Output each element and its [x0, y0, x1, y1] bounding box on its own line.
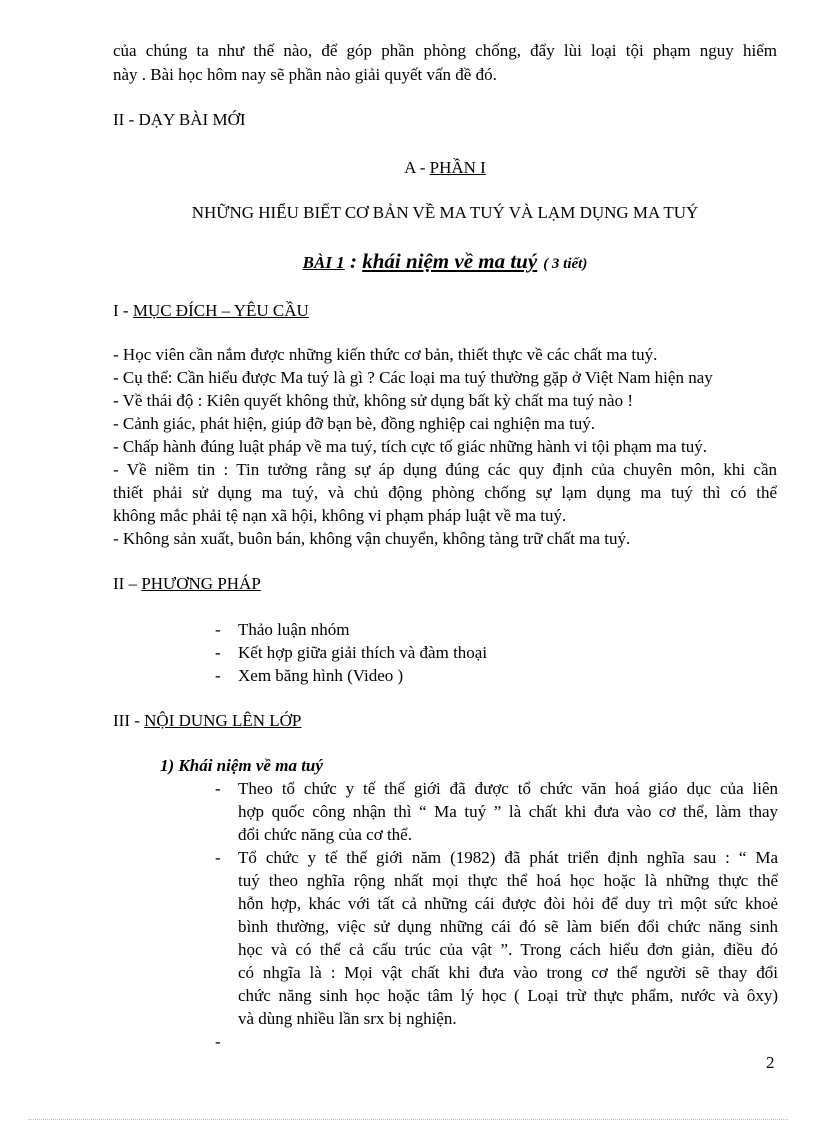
content-heading: [113, 709, 301, 732]
content-subheading: 1) Khái niệm về ma tuý: [160, 756, 323, 775]
intro-line-1: của chúng ta như thế nào, để góp phần phòng chống, đẩy lùi loại tội phạm nguy hiểm: [113, 41, 777, 60]
method-heading-label: PHƯƠNG PHÁP: [141, 574, 261, 593]
paragraph-line: Theo tổ chức y tế thế giới đã được tổ chức văn hoá giáo dục của liên: [238, 779, 778, 798]
definition-paragraph-1: [238, 777, 778, 846]
lesson-title: [113, 246, 777, 279]
list-bullet-dash-empty: -: [215, 1032, 221, 1051]
paragraph-line: đổi chức năng của cơ thể.: [238, 825, 412, 844]
paragraph-line: và dùng nhiều lần srx bị nghiện.: [238, 1009, 457, 1028]
goal-line: - Chấp hành đúng luật pháp về ma tuý, tích cực tố giác những hành vi tội phạm ma tuý.: [113, 437, 707, 456]
part-prefix: A -: [404, 158, 430, 177]
paragraph-line: có nhgĩa là : Mọi vật chất khi đưa vào trong cơ thể người sẽ thay đổi: [238, 963, 778, 982]
page-number: 2: [766, 1053, 775, 1072]
lesson-colon: :: [344, 249, 363, 273]
page-bottom-divider: [28, 1119, 788, 1120]
lesson-number: BÀI 1: [302, 253, 345, 272]
method-item: Xem băng hình (Video ): [238, 666, 404, 685]
method-item: Thảo luận nhóm: [238, 620, 350, 639]
part-heading: [113, 156, 777, 179]
goals-heading: [113, 299, 309, 322]
goals-prefix: I -: [113, 301, 133, 320]
paragraph-line: hợp quốc công nhận thì “ Ma tuý ” là chất khi đưa vào cơ thể, làm thay: [238, 802, 778, 821]
goal-line: - Về niềm tin : Tin tưởng rằng sự áp dụng đúng các quy định của chuyên môn, khi cần: [113, 460, 777, 479]
goal-line: - Cảnh giác, phát hiện, giúp đỡ bạn bè, đồng nghiệp cai nghiện ma tuý.: [113, 414, 596, 433]
intro-line-2: này . Bài học hôm nay sẽ phần nào giải quyết vấn đề đó.: [113, 65, 497, 84]
method-prefix: II –: [113, 574, 142, 593]
goal-line: thiết phải sử dụng ma tuý, và chủ động phòng chống sự lạm dụng ma tuý thì có thể: [113, 483, 777, 502]
goal-line: - Cụ thể: Cần hiểu được Ma tuý là gì ? Các loại ma tuý thường gặp ở Việt Nam hiện nay: [113, 368, 713, 387]
method-item: Kết hợp giữa giải thích và đàm thoại: [238, 643, 488, 662]
list-bullet-dash: -: [215, 666, 221, 685]
goal-line: không mắc phải tệ nạn xã hội, không vi phạm pháp luật về ma tuý.: [113, 506, 567, 525]
paragraph-line: bình thường, việc sử dụng những cái đó sẽ làm biến đổi chức năng sinh: [238, 917, 778, 936]
list-bullet-dash: -: [215, 779, 221, 798]
lesson-name: khái niệm về ma tuý: [362, 249, 538, 273]
content-heading-label: NỘI DUNG LÊN LỚP: [144, 711, 302, 730]
paragraph-line: Tổ chức y tế thế giới năm (1982) đã phát triển định nghĩa sau : “ Ma: [238, 848, 778, 867]
goal-line: - Về thái độ : Kiên quyết không thử, không sử dụng bất kỳ chất ma tuý nào !: [113, 391, 634, 410]
paragraph-line: hỗn hợp, khác với tất cả những cái được đòi hỏi để duy trì một sức khoẻ: [238, 894, 778, 913]
paragraph-line: học và có thể cả cấu trúc của vật ”. Trong cách hiểu đơn giản, điều đó: [238, 940, 778, 959]
paragraph-line: chức năng sinh học hoặc tâm lý học ( Loại trừ thực phẩm, nước và ôxy): [238, 986, 778, 1005]
part-label: PHẦN I: [429, 158, 486, 177]
lesson-duration: ( 3 tiết): [543, 256, 588, 272]
goals-heading-label: MỤC ĐÍCH – YÊU CẦU: [132, 301, 309, 320]
section-heading-new-lesson: II - DẠY BÀI MỚI: [113, 110, 246, 129]
part-title: NHỮNG HIỂU BIẾT CƠ BẢN VỀ MA TUÝ VÀ LẠM DỤNG MA TUÝ: [191, 203, 699, 222]
paragraph-line: tuý theo nghĩa rộng nhất mọi thực thể hoá học hoặc là những thực thể: [238, 871, 778, 890]
content-prefix: III -: [113, 711, 145, 730]
goal-line: - Học viên cần nắm được những kiến thức cơ bản, thiết thực về các chất ma tuý.: [113, 345, 658, 364]
definition-paragraph-2: [238, 846, 778, 1030]
list-bullet-dash: -: [215, 620, 221, 639]
goal-line: - Không sản xuất, buôn bán, không vận chuyển, không tàng trữ chất ma tuý.: [113, 529, 631, 548]
list-bullet-dash: -: [215, 848, 221, 867]
method-heading: [113, 572, 261, 595]
list-bullet-dash: -: [215, 643, 221, 662]
